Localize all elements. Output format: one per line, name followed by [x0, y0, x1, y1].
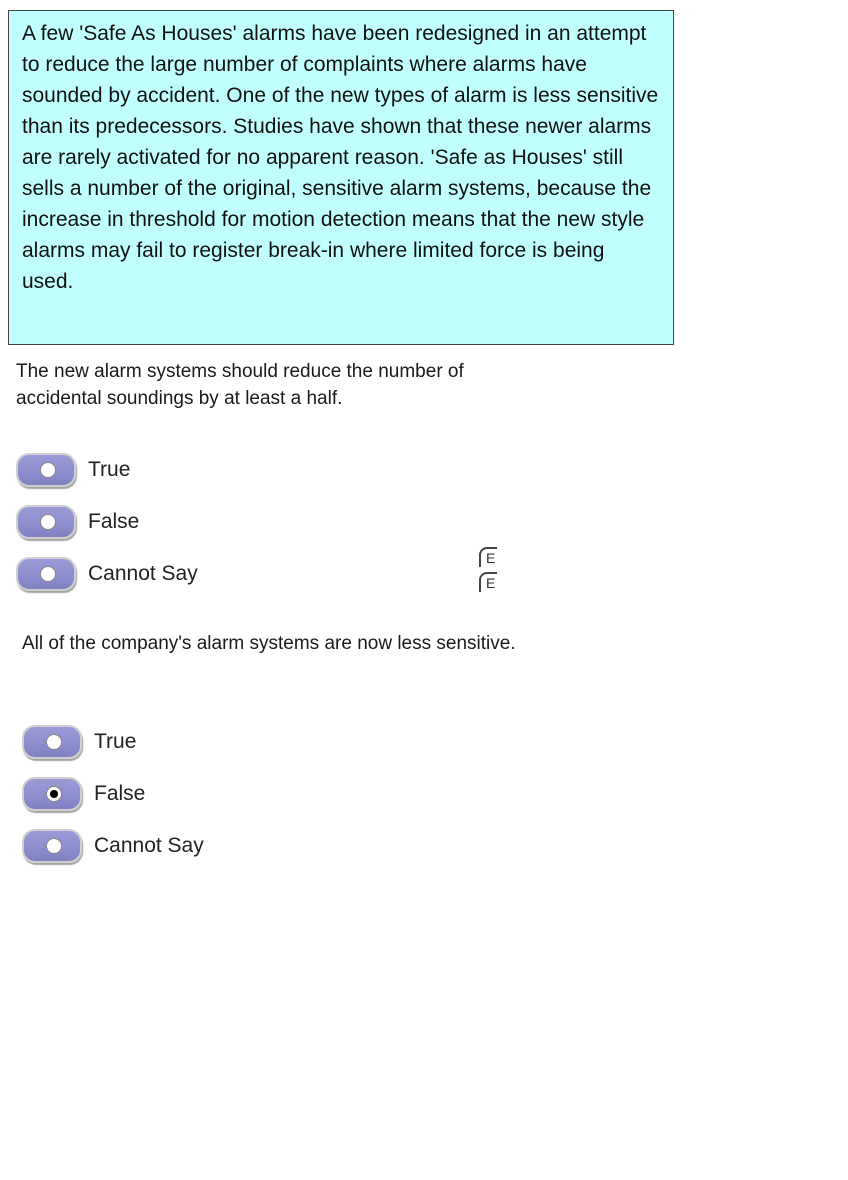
question-2-text: All of the company's alarm systems are now less sensitive.: [22, 633, 516, 654]
radio-pill[interactable]: [16, 505, 76, 539]
radio-icon[interactable]: [40, 514, 56, 530]
radio-pill[interactable]: [16, 557, 76, 591]
radio-icon[interactable]: [46, 838, 62, 854]
q1-option-cannot-say[interactable]: [16, 554, 198, 594]
mini-button-1[interactable]: E: [479, 547, 497, 567]
radio-pill[interactable]: [22, 777, 82, 811]
q1-option-false[interactable]: [16, 502, 139, 542]
radio-pill[interactable]: [22, 829, 82, 863]
option-label: False: [94, 782, 146, 805]
option-label: True: [88, 458, 131, 481]
radio-pill[interactable]: [16, 453, 76, 487]
option-label: Cannot Say: [88, 562, 198, 585]
radio-icon[interactable]: [46, 734, 62, 750]
passage-box: A few 'Safe As Houses' alarms have been redesigned in an attempt to reduce the large number of complaints where alarms have sounded by accident. One of the new types of alarm is less sensitive than its predecessors. Studies have shown that these newer alarms are rarely activated for no apparent reason. 'Safe as Houses' still sells a number of the original, sensitive alarm systems, because the increase in threshold for motion detection means that the new style alarms may fail to register break-in where limited force is being used.: [8, 10, 674, 345]
radio-icon[interactable]: [40, 462, 56, 478]
option-label: False: [88, 510, 140, 533]
radio-pill[interactable]: [22, 725, 82, 759]
q2-option-true[interactable]: [22, 722, 136, 762]
option-label: Cannot Say: [94, 834, 204, 857]
mini-button-2[interactable]: E: [479, 572, 497, 592]
radio-selected-icon[interactable]: [46, 786, 62, 802]
question-1-text: The new alarm systems should reduce the number of accidental soundings by at least a half.: [16, 361, 464, 409]
q1-option-true[interactable]: [16, 450, 130, 490]
radio-icon[interactable]: [40, 566, 56, 582]
q2-option-false[interactable]: [22, 774, 145, 814]
q2-option-cannot-say[interactable]: [22, 826, 204, 866]
option-label: True: [94, 730, 137, 753]
